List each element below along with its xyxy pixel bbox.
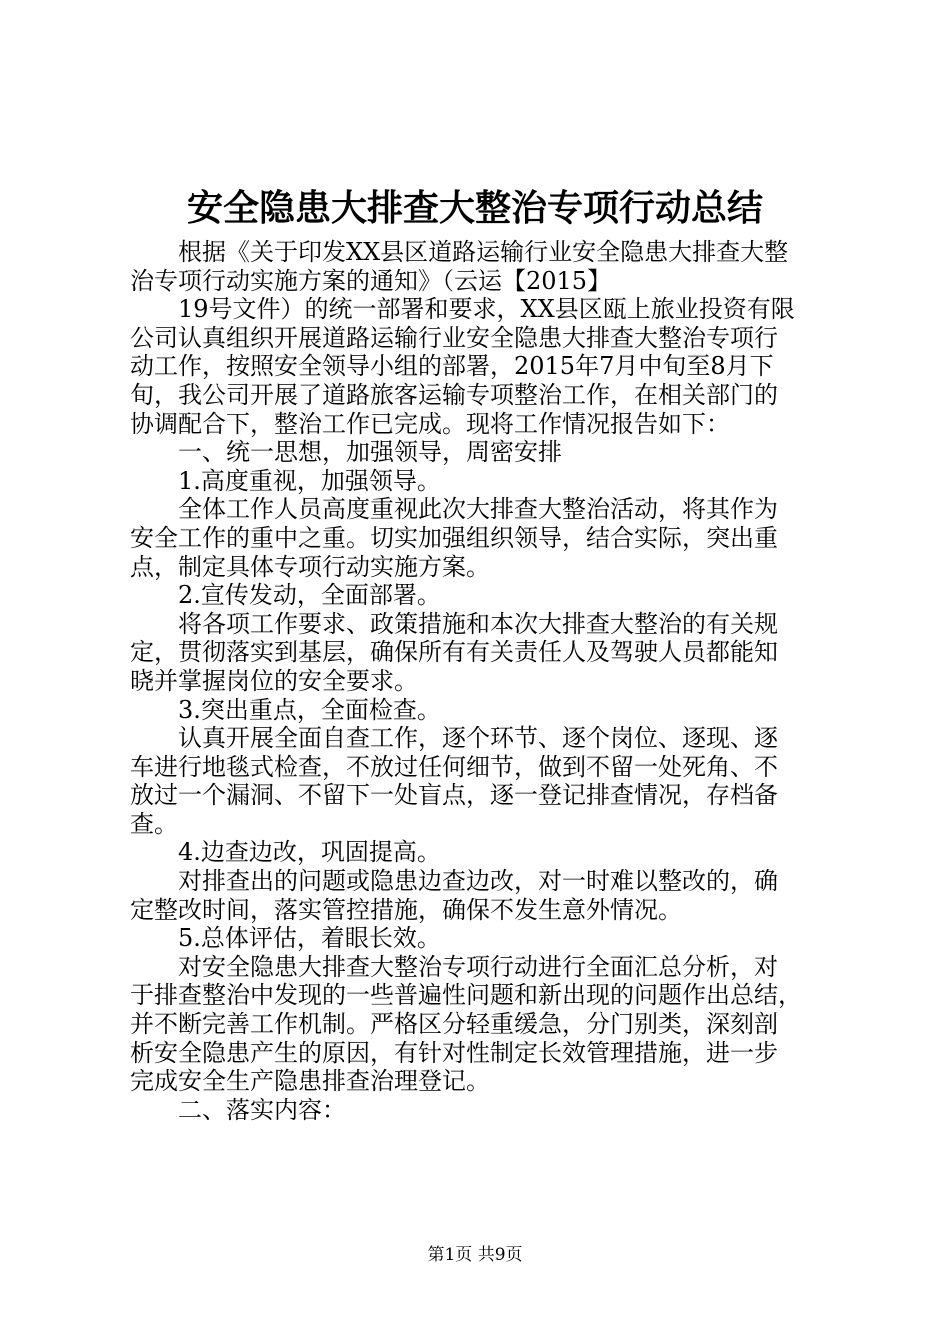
text-line: 治专项行动实施方案的通知》（云运【2015】 xyxy=(130,266,612,295)
text-line: 将各项工作要求、政策措施和本次大排查大整治的有关规 xyxy=(178,609,778,638)
text-line: 放过一个漏洞、不留下一处盲点，逐一登记排查情况，存档备 xyxy=(130,781,778,810)
text-line: 点，制定具体专项行动实施方案。 xyxy=(130,552,490,581)
document-title: 安全隐患大排查大整治专项行动总结 xyxy=(186,187,763,229)
text-line: 查。 xyxy=(130,809,178,838)
text-line: 旬，我公司开展了道路旅客运输专项整治工作，在相关部门的 xyxy=(130,380,778,409)
text-line: 析安全隐患产生的原因，有针对性制定长效管理措施，进一步 xyxy=(130,1038,778,1067)
text-line: 一、统一思想，加强领导，周密安排 xyxy=(178,438,562,467)
text-line: 公司认真组织开展道路运输行业安全隐患大排查大整治专项行 xyxy=(130,323,778,352)
text-line: 对安全隐患大排查大整治专项行动进行全面汇总分析，对 xyxy=(178,952,778,981)
text-line: 完成安全生产隐患排查治理登记。 xyxy=(130,1067,490,1096)
text-line: 对排查出的问题或隐患边查边改，对一时难以整改的，确 xyxy=(178,867,778,896)
text-line: 根据《关于印发XX县区道路运输行业安全隐患大排查大整 xyxy=(178,238,789,266)
text-line: 定，贯彻落实到基层，确保所有有关责任人及驾驶人员都能知 xyxy=(130,638,778,667)
page-footer: 第1页 共9页 xyxy=(427,1245,523,1265)
text-line: 二、落实内容： xyxy=(178,1095,346,1124)
document-body xyxy=(130,238,830,1124)
text-line: 于排查整治中发现的一些普遍性问题和新出现的问题作出总结， xyxy=(130,981,802,1010)
text-line: 并不断完善工作机制。严格区分轻重缓急，分门别类，深刻剖 xyxy=(130,1010,778,1039)
text-line: 全体工作人员高度重视此次大排查大整治活动，将其作为 xyxy=(178,495,778,524)
text-line: 动工作，按照安全领导小组的部署，2015年7月中旬至8月下 xyxy=(130,352,774,381)
text-line: 晓并掌握岗位的安全要求。 xyxy=(130,666,418,695)
text-line: 认真开展全面自查工作，逐个环节、逐个岗位、逐现、逐 xyxy=(178,724,778,753)
text-line: 车进行地毯式检查，不放过任何细节，做到不留一处死角、不 xyxy=(130,752,778,781)
text-line: 协调配合下，整治工作已完成。现将工作情况报告如下： xyxy=(130,409,730,438)
text-line: 1.高度重视，加强领导。 xyxy=(178,466,441,495)
text-line: 4.边查边改，巩固提高。 xyxy=(178,838,441,867)
text-line: 19号文件）的统一部署和要求，XX县区瓯上旅业投资有限 xyxy=(178,295,795,324)
text-line: 5.总体评估，着眼长效。 xyxy=(178,924,441,953)
text-line: 2.宣传发动，全面部署。 xyxy=(178,581,441,610)
text-line: 3.突出重点，全面检查。 xyxy=(178,695,441,724)
text-line: 定整改时间，落实管控措施，确保不发生意外情况。 xyxy=(130,895,682,924)
text-line: 安全工作的重中之重。切实加强组织领导，结合实际，突出重 xyxy=(130,523,778,552)
